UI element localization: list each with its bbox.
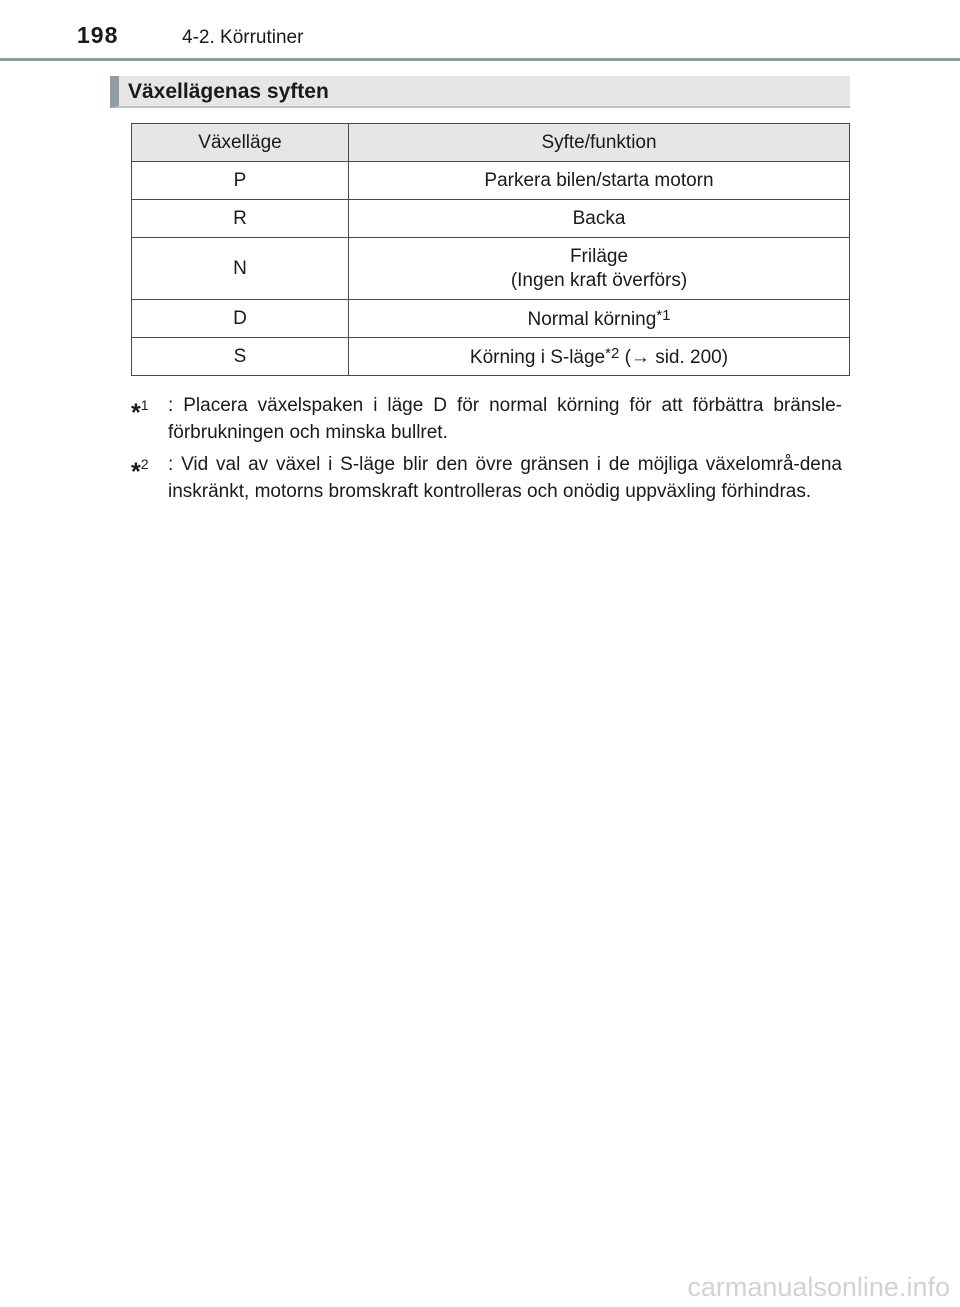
purpose-cell: [349, 300, 850, 338]
footnote-reference: [656, 307, 670, 324]
footnote-reference: [605, 345, 619, 362]
gear-cell: R: [132, 200, 349, 238]
footnote-asterisk: *: [131, 458, 141, 486]
table-row: [132, 162, 850, 200]
footnote-item: [131, 451, 842, 505]
footnote-text: : Vid val av växel i S-läge blir den övre gränsen i de möjliga växelområ-dena inskränkt, motorns bromskraft kontrolleras och onödig uppväxling förhindras.: [168, 454, 842, 502]
purpose-cell: [349, 238, 850, 300]
purpose-text: Normal körning: [527, 308, 657, 330]
gear-cell: D: [132, 300, 349, 338]
gear-cell: P: [132, 162, 349, 200]
gear-position-table: [131, 123, 850, 376]
purpose-text: Körning i S-läge: [469, 346, 606, 368]
header-divider: [0, 58, 960, 61]
footnote-number: 2: [140, 456, 149, 472]
table-row: [132, 338, 850, 376]
footnote-text: : Placera växelspaken i läge D för normal körning för att förbättra bränsle-förbrukningen och minska bullret.: [168, 395, 842, 443]
table-row: [132, 300, 850, 338]
footnote-asterisk: *: [131, 399, 141, 427]
page-reference: (→ sid. 200): [624, 346, 729, 368]
footnote-number: 1: [662, 306, 671, 324]
table-header-row: [132, 124, 850, 162]
purpose-cell: Parkera bilen/starta motorn: [349, 162, 850, 200]
table-row: [132, 238, 850, 300]
footnote-asterisk: *: [605, 344, 611, 362]
footnote-number: 1: [140, 397, 149, 413]
page-header: [0, 0, 960, 62]
footnote-number: 2: [610, 344, 620, 362]
purpose-cell: Backa: [349, 200, 850, 238]
purpose-line: Friläge: [569, 245, 629, 267]
chapter-title: 4-2. Körrutiner: [182, 27, 304, 48]
gear-cell: N: [132, 238, 349, 300]
footnote-asterisk: *: [656, 306, 663, 324]
watermark: carmanualsonline.info: [687, 1272, 950, 1302]
table-row: [132, 200, 850, 238]
footnote-marker: [131, 451, 168, 505]
footnote-marker: [131, 392, 168, 446]
section-heading: [110, 76, 850, 108]
footnotes: [131, 392, 842, 510]
column-header-gear: Växelläge: [132, 124, 349, 162]
page-number: 198: [77, 22, 119, 48]
purpose-line: (Ingen kraft överförs): [510, 269, 688, 291]
gear-cell: S: [132, 338, 349, 376]
section-heading-text: Växellägenas syften: [128, 80, 329, 103]
column-header-purpose: Syfte/funktion: [349, 124, 850, 162]
purpose-cell: [349, 338, 850, 376]
footnote-item: [131, 392, 842, 446]
